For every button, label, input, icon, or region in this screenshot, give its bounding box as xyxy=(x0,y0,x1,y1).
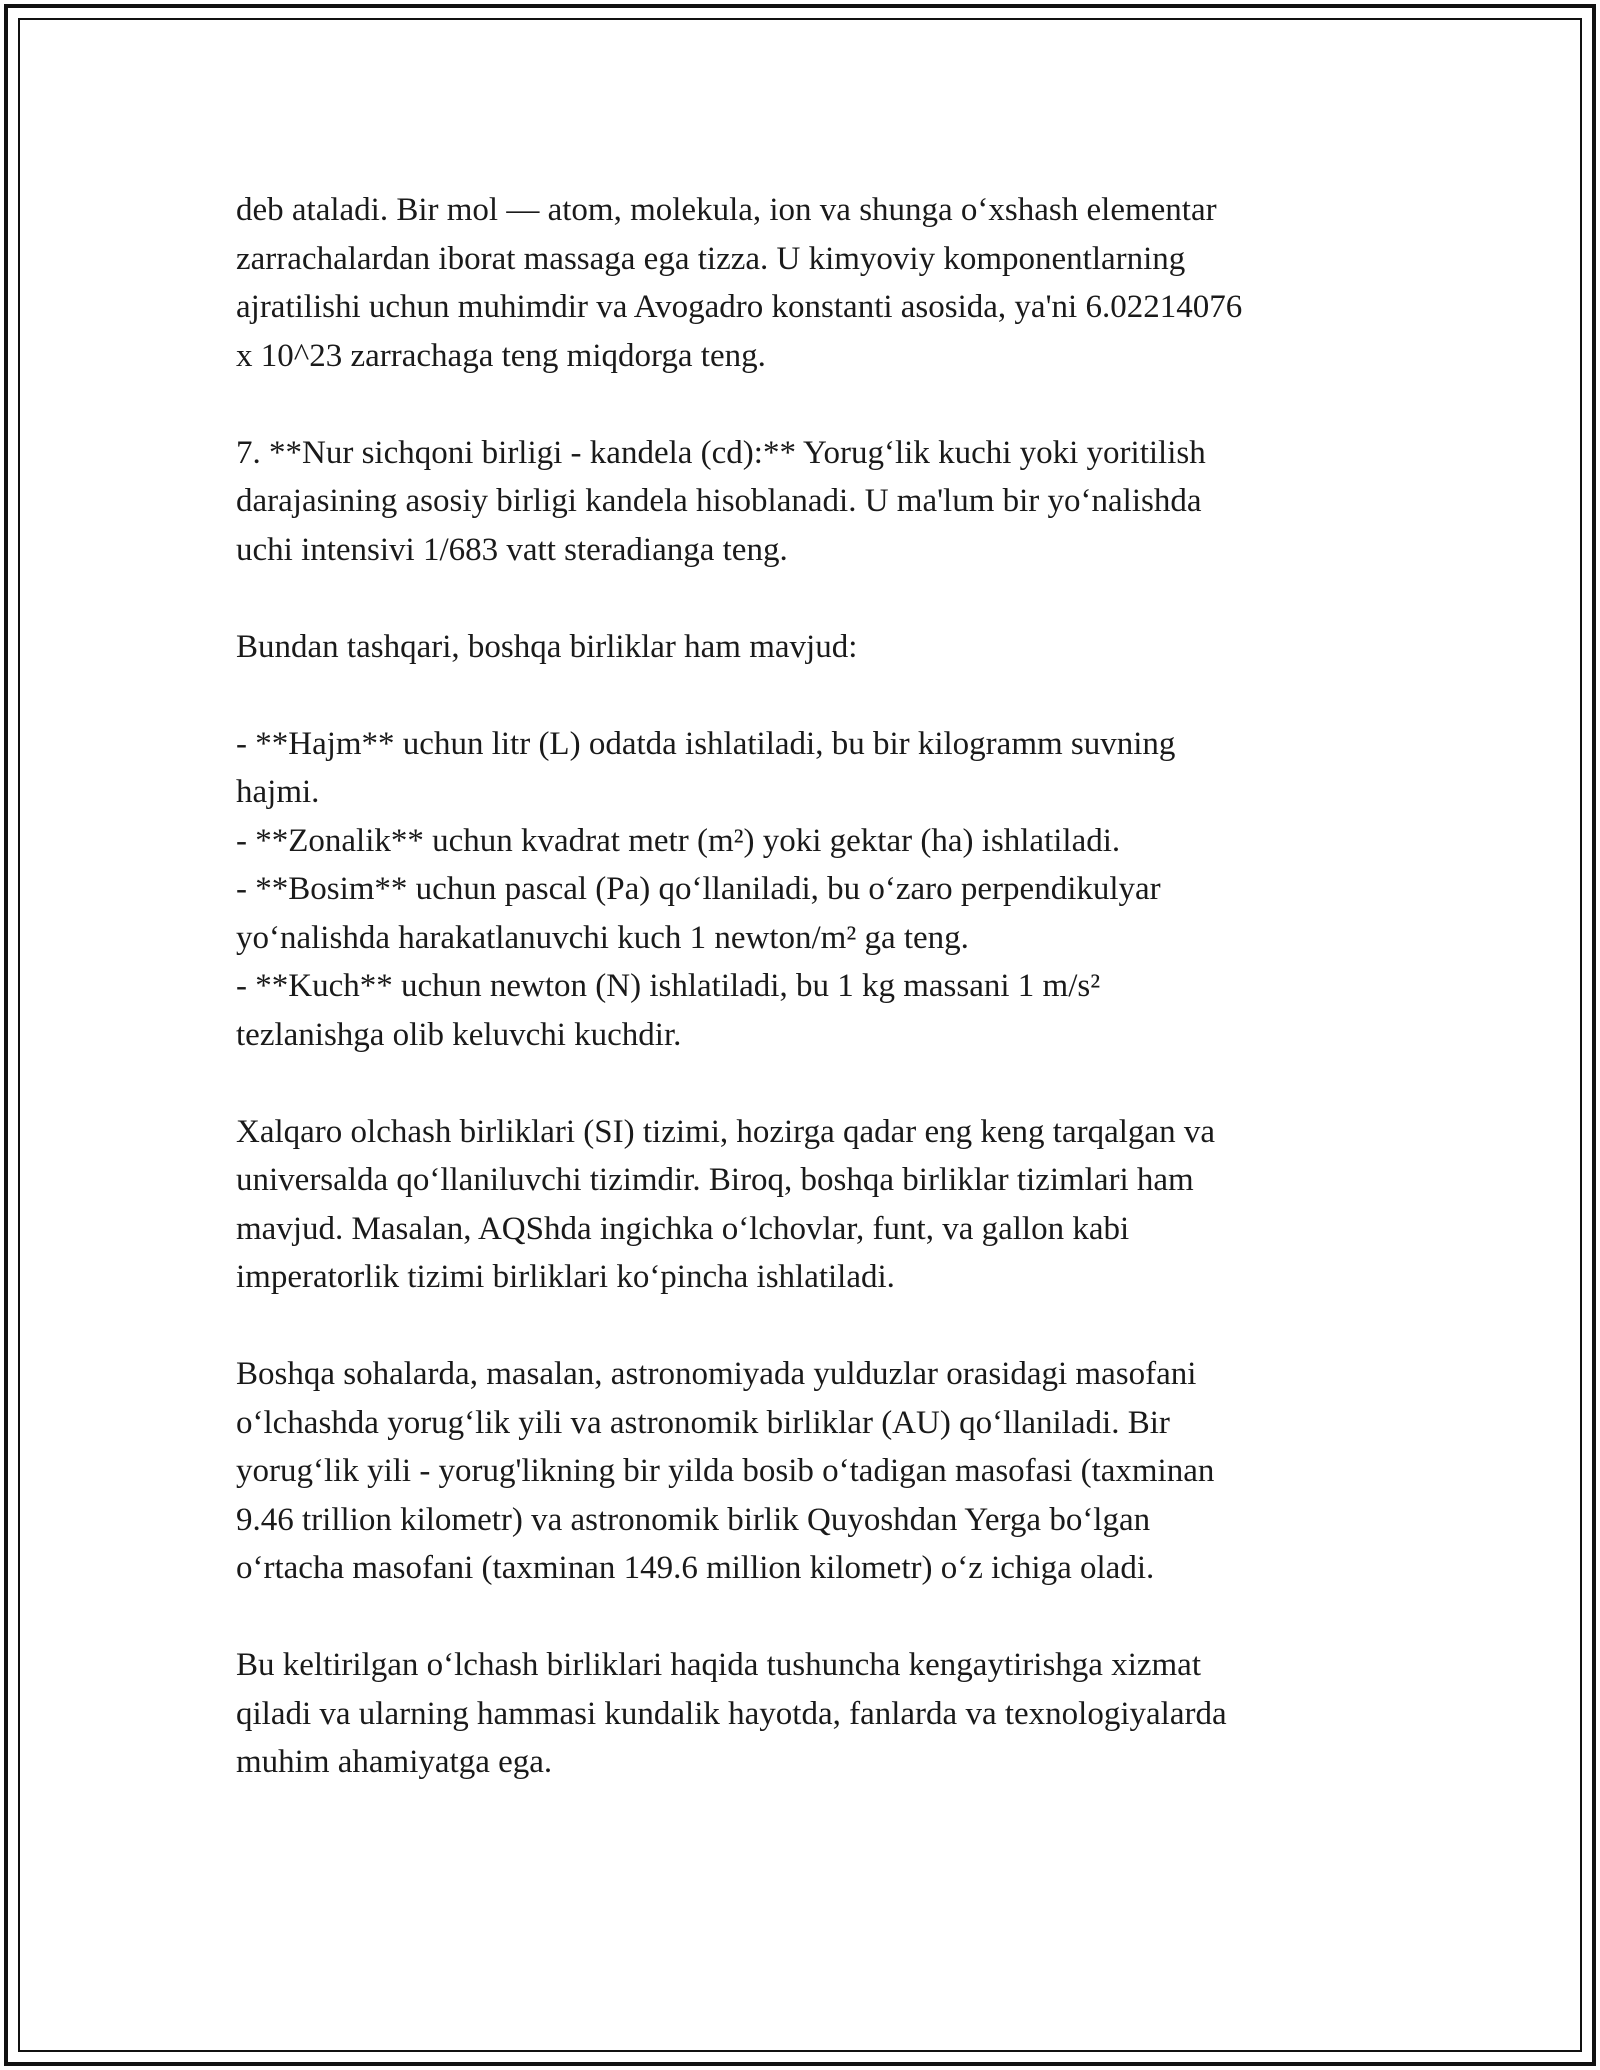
document-body xyxy=(236,186,1366,1787)
paragraph-other-units-intro: Bundan tashqari, boshqa birliklar ham mavjud: xyxy=(236,628,858,665)
paragraph-units-list: - **Hajm** uchun litr (L) odatda ishlatiladi, bu bir kilogramm suvning hajmi. - **Zonalik** uchun kvadrat metr (m²) yoki gektar (ha) ishlatiladi. - **Bosim** uchun pascal (Pa) qoʻllaniladi, bu oʻzaro perpendikulyar yoʻnalishda harakatlanuvchi kuch 1 newton/m² ga teng. - **Kuch** uchun newton (N) ishlatiladi, bu 1 kg massani 1 m/s² tezlanishga olib keluvchi kuchdir. xyxy=(236,725,1176,1053)
paragraph-conclusion: Bu keltirilgan oʻlchash birliklari haqida tushuncha kengaytirishga xizmat qiladi va ularning hammasi kundalik hayotda, fanlarda va texnologiyalarda muhim ahamiyatga ega. xyxy=(236,1647,1227,1780)
paragraph-astronomy-units: Boshqa sohalarda, masalan, astronomiyada yulduzlar orasidagi masofani oʻlchashda yorugʻlik yili va astronomik birliklar (AU) qoʻllaniladi. Bir yorugʻlik yili - yorug'likning bir yilda bosib oʻtadigan masofasi (taxminan 9.46 trillion kilometr) va astronomik birlik Quyoshdan Yerga boʻlgan oʻrtacha masofani (taxminan 149.6 million kilometr) oʻz ichiga oladi. xyxy=(236,1356,1215,1586)
paragraph-candela: 7. **Nur sichqoni birligi - kandela (cd):** Yorugʻlik kuchi yoki yoritilish darajasining asosiy birligi kandela hisoblanadi. U ma'lum bir yoʻnalishda uchi intensivi 1/683 vatt steradianga teng. xyxy=(236,434,1206,568)
paragraph-si-system: Xalqaro olchash birliklari (SI) tizimi, hozirga qadar eng keng tarqalgan va universalda qoʻllaniluvchi tizimdir. Biroq, boshqa birliklar tizimlari ham mavjud. Masalan, AQShda ingichka oʻlchovlar, funt, va gallon kabi imperatorlik tizimi birliklari koʻpincha ishlatiladi. xyxy=(236,1113,1215,1295)
paragraph-mole-definition: deb ataladi. Bir mol — atom, molekula, ion va shunga oʻxshash elementar zarrachalardan iborat massaga ega tizza. U kimyoviy komponentlarning ajratilishi uchun muhimdir va Avogadro konstanti asosida, ya'ni 6.02214076 x 10^23 zarrachaga teng miqdorga teng. xyxy=(236,192,1243,374)
